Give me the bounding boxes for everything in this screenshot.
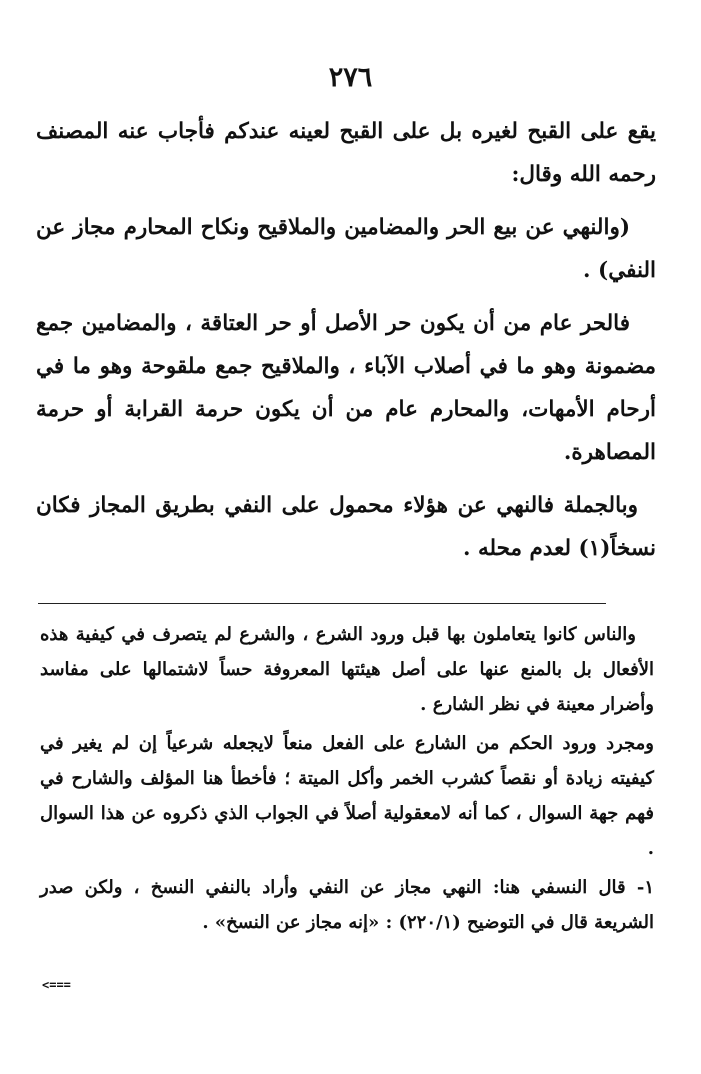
continuation-marker: <=== — [42, 978, 71, 992]
footnote-item-1: ١- قال النسفي هنا: النهي مجاز عن النفي وأراد بالنفي النسخ ، ولكن صدر الشريعة قال في التوضيح (٢٢٠/١) : «إنه مجاز عن النسخ» . — [40, 877, 654, 933]
main-paragraph-3: فالحر عام من أن يكون حر الأصل أو حر العتاقة ، والمضامين جمع مضمونة وهو ما في أصلاب الآباء ، والملاقيح جمع ملقوحة وهو ما في أرحام الأمهات، والمحارم عام من أن يكون حرمة القرابة أو حرمة المصاهرة. — [36, 311, 656, 465]
footnotes-section — [40, 617, 654, 944]
main-paragraph-4: وبالجملة فالنهي عن هؤلاء محمول على النفي بطريق المجاز فكان نسخاً(١) لعدم محله . — [36, 493, 656, 561]
main-text-body — [36, 110, 656, 580]
footnote-paragraph-1: والناس كانوا يتعاملون بها قبل ورود الشرع ، والشرع لم يتصرف في كيفية هذه الأفعال بل بالمنع عنها على أصل هيئتها المعروفة حساً لاشتمالها على مفاسد وأضرار معينة في نظر الشارع . — [40, 624, 654, 715]
footnote-separator — [38, 603, 606, 604]
main-paragraph-2: (والنهي عن بيع الحر والمضامين والملاقيح ونكاح المحارم مجاز عن النفي) . — [36, 215, 656, 283]
page-number: ٢٧٦ — [328, 62, 373, 93]
footnote-paragraph-2: ومجرد ورود الحكم من الشارع على الفعل منعاً لايجعله شرعياً إن لم يغير في كيفيته زيادة أو نقصاً كشرب الخمر وأكل الميتة ؛ فأخطأ هنا المؤلف والشارح في فهم جهة السوال ، كما أنه لامعقولية أصلاً في الجواب الذي ذكروه عن هذا السوال . — [40, 733, 654, 859]
main-paragraph-1: يقع على القبح لغيره بل على القبح لعينه عندكم فأجاب عنه المصنف رحمه الله وقال: — [36, 119, 656, 187]
